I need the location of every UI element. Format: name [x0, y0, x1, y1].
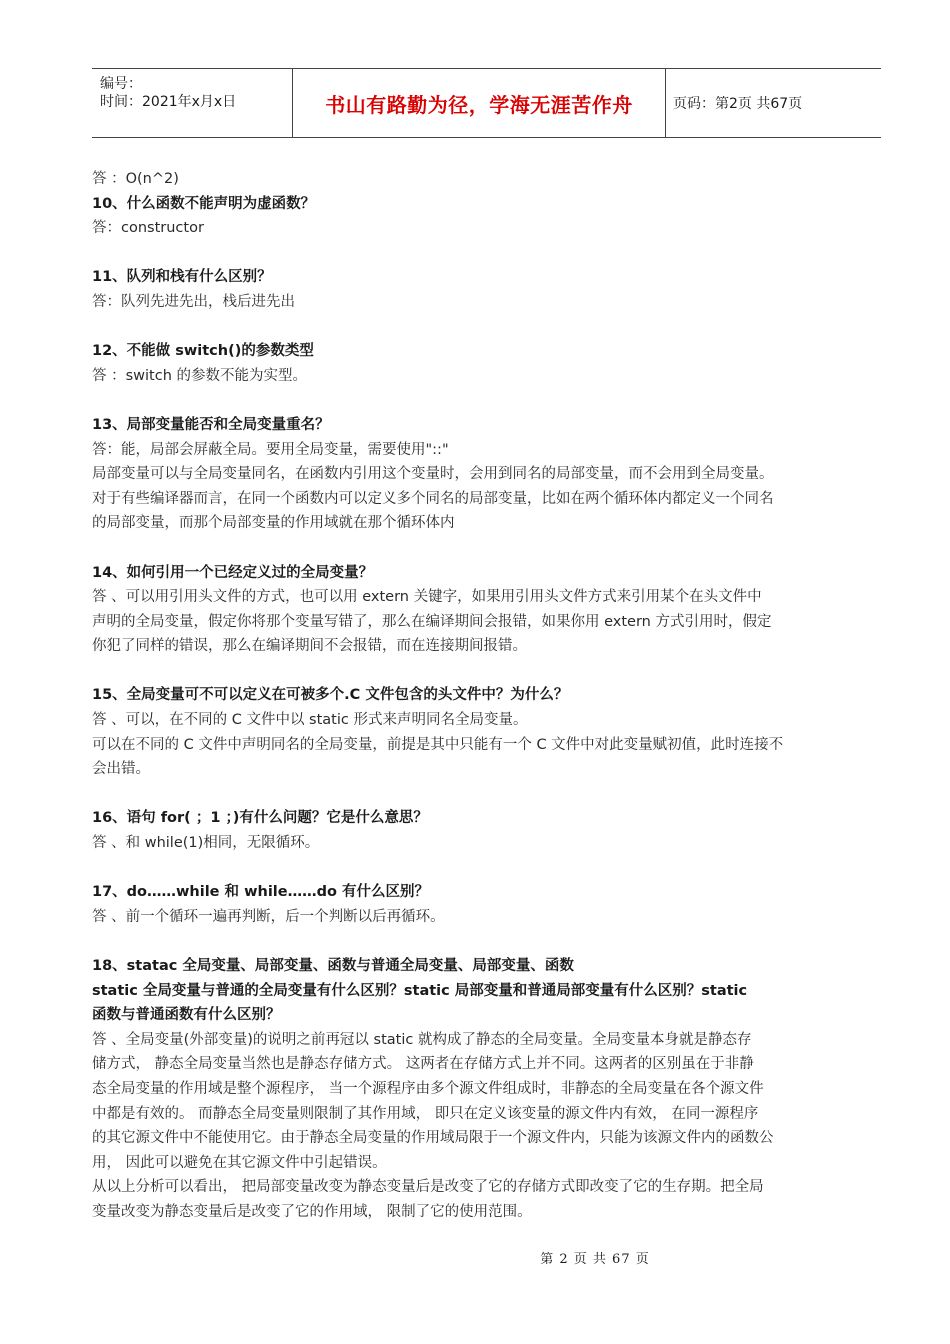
paragraph-gap — [92, 241, 884, 266]
answer-line: 答：能，局部会屏蔽全局。要用全局变量，需要使用"::" — [92, 441, 449, 458]
answer-line: 答 、和 while(1)相同，无限循环。 — [92, 835, 320, 852]
footer-page-number: 第 2 页 共 67 页 — [540, 1252, 650, 1267]
paragraph-gap — [92, 856, 884, 881]
answer-line: 答：constructor — [92, 220, 204, 237]
question-line: 15、全局变量可不可以定义在可被多个.C 文件包含的头文件中？为什么？ — [92, 687, 569, 704]
answer-line: 你犯了同样的错误，那么在编译期间不会报错，而在连接期间报错。 — [92, 638, 527, 655]
answer-line: 可以在不同的 C 文件中声明同名的全局变量，前提是其中只能有一个 C 文件中对此变量赋初值，此时连接不 — [92, 736, 784, 753]
answer-line: 对于有些编译器而言，在同一个函数内可以定义多个同名的局部变量，比如在两个循环体内都定义一个同名 — [92, 490, 774, 507]
question-line: 16、语句 for( ；1 ；)有什么问题？它是什么意思？ — [92, 810, 428, 827]
question-line: 10、什么函数不能声明为虚函数？ — [92, 195, 316, 212]
question-line: 12、不能做 switch()的参数类型 — [92, 343, 314, 360]
paragraph-gap — [92, 659, 884, 684]
answer-line: 态全局变量的作用域是整个源程序， 当一个源程序由多个源文件组成时，非静态的全局变量在各个源文件 — [92, 1080, 764, 1097]
paragraph-gap — [92, 388, 884, 413]
answer-line: 答 ：switch 的参数不能为实型。 — [92, 367, 308, 384]
page-header — [92, 68, 881, 138]
answer-line: 局部变量可以与全局变量同名，在函数内引用这个变量时，会用到同名的局部变量，而不会用到全局变量。 — [92, 466, 774, 483]
question-line: 函数与普通函数有什么区别？ — [92, 1007, 281, 1024]
answer-line: 会出错。 — [92, 761, 150, 778]
answer-line: 变量改变为静态变量后是改变了它的作用域， 限制了它的使用范围。 — [92, 1203, 532, 1220]
answer-line: 答 、可以用引用头文件的方式，也可以用 extern 关键字，如果用引用头文件方式来引用某个在头文件中 — [92, 589, 762, 606]
number-label: 编号： — [100, 76, 142, 92]
paragraph-gap — [92, 536, 884, 561]
header-motto: 书山有路勤为径，学海无涯苦作舟 — [292, 69, 666, 137]
answer-line: 的局部变量，而那个局部变量的作用域就在那个循环体内 — [92, 515, 455, 532]
question-line: 14、如何引用一个已经定义过的全局变量？ — [92, 564, 374, 581]
question-line: 18、statac 全局变量、局部变量、函数与普通全局变量、局部变量、函数 — [92, 958, 574, 974]
question-line: static 全局变量与普通的全局变量有什么区别？static 局部变量和普通局部变量有什么区别？static — [92, 982, 748, 999]
paragraph-gap — [92, 315, 884, 340]
answer-line: 的其它源文件中不能使用它。由于静态全局变量的作用域局限于一个源文件内，只能为该源文件内的函数公 — [92, 1130, 774, 1147]
question-line: 17、do……while 和 while……do 有什么区别？ — [92, 884, 429, 901]
paragraph-gap — [92, 929, 884, 954]
answer-line: 答 ：O(n^2) — [92, 171, 179, 187]
answer-line: 声明的全局变量，假定你将那个变量写错了，那么在编译期间会报错，如果你用 extern 方式引用时，假定 — [92, 613, 772, 630]
time-label: 时间：2021年x月x日 — [100, 94, 237, 110]
question-line: 11、队列和栈有什么区别？ — [92, 269, 272, 286]
answer-line: 答：队列先进先出，栈后进先出 — [92, 293, 295, 310]
answer-line: 储方式， 静态全局变量当然也是静态存储方式。 这两者在存储方式上并不同。这两者的区别虽在于非静 — [92, 1056, 754, 1073]
answer-line: 从以上分析可以看出， 把局部变量改变为静态变量后是改变了它的存储方式即改变了它的生存期。把全局 — [92, 1179, 764, 1196]
answer-line: 答 、可以，在不同的 C 文件中以 static 形式来声明同名全局变量。 — [92, 712, 528, 729]
answer-line: 用， 因此可以避免在其它源文件中引起错误。 — [92, 1154, 387, 1171]
document-body — [92, 167, 884, 1225]
page-footer — [0, 1248, 950, 1267]
answer-line: 答 、全局变量(外部变量)的说明之前再冠以 static 就构成了静态的全局变量。全局变量本身就是静态存 — [92, 1031, 752, 1048]
question-line: 13、局部变量能否和全局变量重名？ — [92, 416, 330, 433]
header-meta — [92, 69, 292, 137]
paragraph-gap — [92, 782, 884, 807]
header-page-number: 页码：第2页 共67页 — [673, 96, 803, 112]
answer-line: 答 、前一个循环一遍再判断，后一个判断以后再循环。 — [92, 908, 445, 925]
answer-line: 中都是有效的。 而静态全局变量则限制了其作用域， 即只在定义该变量的源文件内有效， 在同一源程序 — [92, 1105, 759, 1122]
